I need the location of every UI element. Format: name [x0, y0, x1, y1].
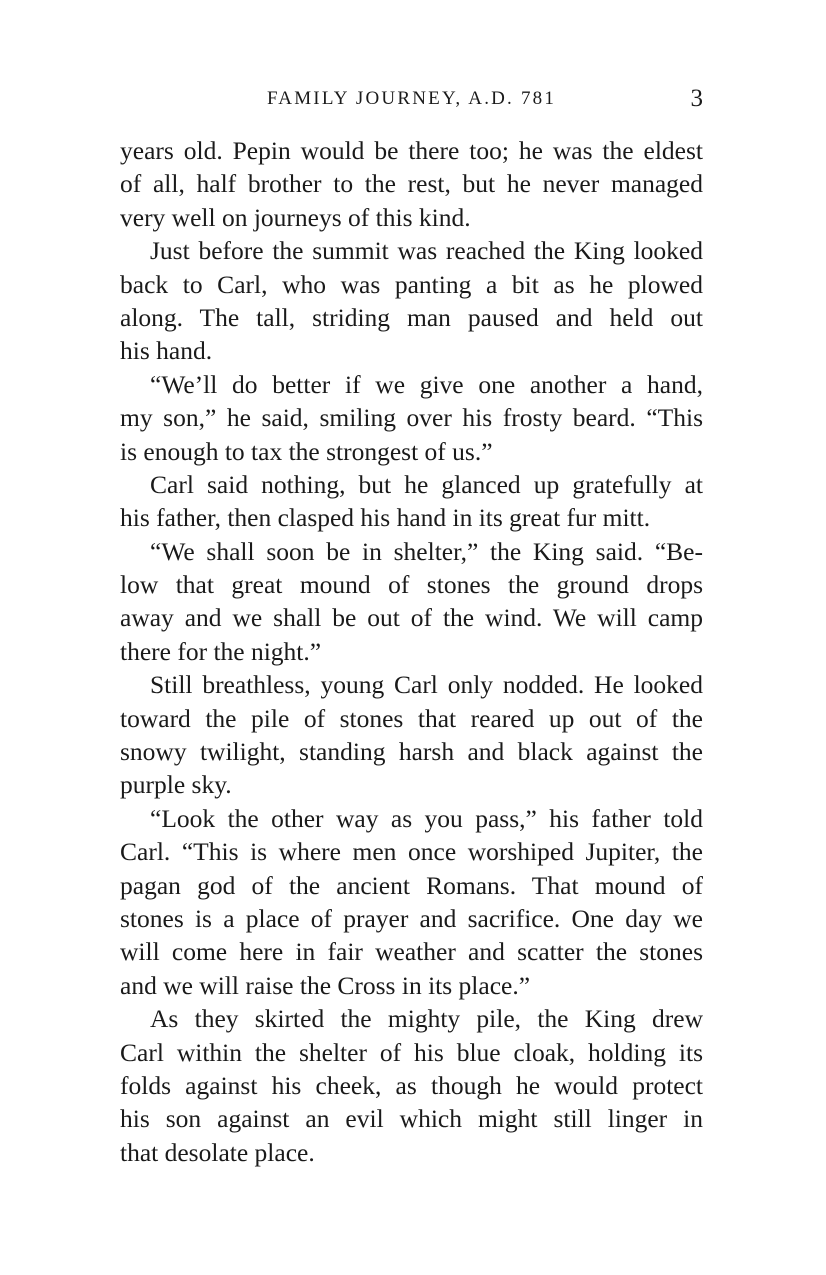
text-line: years old. Pepin would be there too; he was the eldest: [120, 136, 703, 165]
text-line: “We’ll do better if we give one another a hand,: [150, 369, 703, 399]
text-line: away and we shall be out of the wind. We will camp: [120, 603, 703, 633]
text-line: of all, half brother to the rest, but he never managed: [120, 169, 703, 199]
text-line: Still breathless, young Carl only nodded. He looked: [150, 670, 703, 700]
running-title: FAMILY JOURNEY, A.D. 781: [266, 88, 557, 109]
text-line: will come here in fair weather and scatter the stones: [120, 937, 703, 967]
text-line: Just before the summit was reached the King looked: [150, 236, 703, 266]
text-line: is enough to tax the strongest of us.”: [120, 436, 493, 466]
text-line: that desolate place.: [120, 1137, 315, 1167]
text-line: As they skirted the mighty pile, the King drew: [150, 1004, 703, 1034]
text-line: and we will raise the Cross in its place.”: [120, 970, 531, 1000]
running-header: [120, 84, 703, 114]
text-line: back to Carl, who was panting a bit as he plowed: [120, 269, 703, 299]
text-line: Carl. “This is where men once worshiped Jupiter, the: [120, 837, 703, 867]
text-line: Carl said nothing, but he glanced up gratefully at: [150, 469, 703, 499]
text-line: there for the night.”: [120, 636, 322, 666]
text-line: toward the pile of stones that reared up out of the: [120, 703, 703, 733]
text-line: his son against an evil which might still linger in: [120, 1104, 703, 1134]
text-line: folds against his cheek, as though he would protect: [120, 1070, 703, 1100]
text-line: pagan god of the ancient Romans. That mound of: [120, 870, 703, 900]
text-line: stones is a place of prayer and sacrifice. One day we: [120, 903, 703, 933]
text-line: his father, then clasped his hand in its great fur mitt.: [120, 503, 651, 533]
text-line: low that great mound of stones the ground drops: [120, 570, 703, 600]
text-line: my son,” he said, smiling over his frosty beard. “This: [120, 403, 703, 433]
text-line: along. The tall, striding man paused and held out: [120, 302, 703, 332]
text-line: Carl within the shelter of his blue cloak, holding its: [120, 1037, 703, 1067]
text-line: snowy twilight, standing harsh and black against the: [120, 737, 703, 767]
text-line: “We shall soon be in shelter,” the King said. “Be-: [150, 536, 703, 566]
body-text: [120, 134, 703, 1169]
text-line: “Look the other way as you pass,” his father told: [150, 803, 703, 833]
text-line: purple sky.: [120, 770, 232, 800]
text-line: very well on journeys of this kind.: [120, 202, 471, 232]
page-number: 3: [690, 85, 703, 112]
text-line: his hand.: [120, 336, 213, 366]
